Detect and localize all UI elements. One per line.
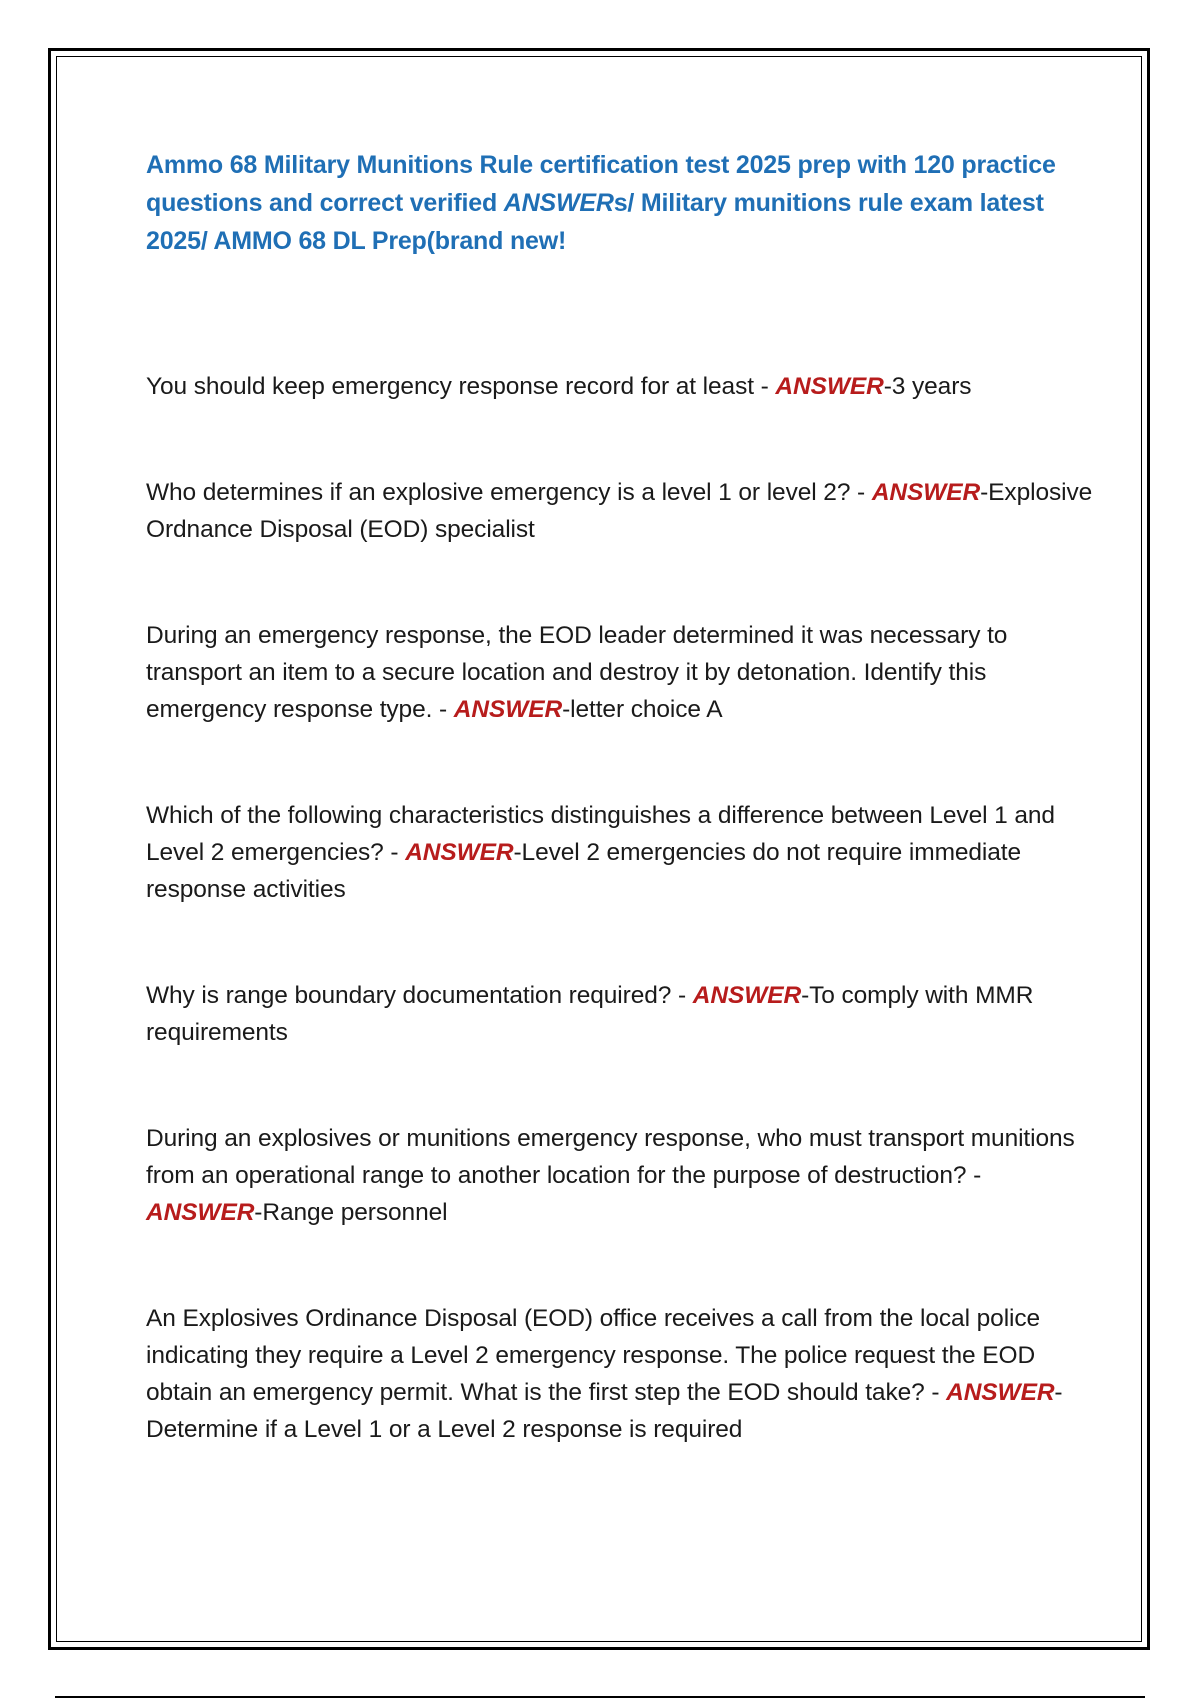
- title-answers-italic: ANSWER: [503, 189, 614, 217]
- answer-label: ANSWER: [775, 373, 884, 400]
- answer-text: -Determine if a Level 1 or a Level 2 response is required: [146, 1379, 1063, 1443]
- title-text-part1: Ammo 68 Military Munitions Rule certification test 2025 prep with 120 practice questions and correct verified: [146, 151, 1056, 217]
- question-text: During an explosives or munitions emergency response, who must transport munitions from an operational range to another location for the purpose of destruction? -: [146, 1125, 1075, 1189]
- answer-label: ANSWER: [946, 1379, 1055, 1406]
- answer-text: -Level 2 emergencies do not require immediate response activities: [146, 839, 1022, 903]
- document-title: [146, 146, 1101, 260]
- document-content: [146, 146, 1101, 1517]
- answer-text: -Range personnel: [254, 1199, 448, 1226]
- question-text: You should keep emergency response record for at least -: [146, 373, 776, 400]
- footer-rule: [55, 1696, 1145, 1698]
- answer-label: ANSWER: [405, 839, 514, 866]
- title-text-part2: s/ Military munitions rule exam latest 2025/ AMMO 68 DL Prep(brand new!: [146, 189, 1044, 255]
- page-frame: [48, 48, 1150, 1650]
- question-text: Which of the following characteristics distinguishes a difference between Level 1 and Level 2 emergencies? -: [146, 802, 1055, 866]
- qa-item: [146, 1300, 1101, 1448]
- qa-list: [146, 368, 1101, 1448]
- qa-item: [146, 617, 1101, 728]
- question-text: Who determines if an explosive emergency is a level 1 or level 2? -: [146, 479, 872, 506]
- qa-item: [146, 474, 1101, 548]
- question-text: An Explosives Ordinance Disposal (EOD) office receives a call from the local police indicating they require a Level 2 emergency response. The police request the EOD obtain an emergency permit. What is the first step the EOD should take? -: [146, 1305, 1041, 1406]
- qa-item: [146, 797, 1101, 908]
- answer-label: ANSWER: [692, 982, 802, 1009]
- qa-item: [146, 368, 1101, 405]
- answer-text: -3 years: [883, 373, 972, 400]
- answer-text: -letter choice A: [562, 696, 723, 723]
- answer-text: -To comply with MMR requirements: [146, 982, 1034, 1046]
- question-text: During an emergency response, the EOD leader determined it was necessary to transport an item to a secure location and destroy it by detonation. Identify this emergency response type. -: [146, 622, 1008, 723]
- question-text: Why is range boundary documentation required? -: [146, 982, 693, 1009]
- answer-text: -Explosive Ordnance Disposal (EOD) specialist: [146, 479, 1093, 543]
- answer-label: ANSWER: [146, 1199, 255, 1226]
- qa-item: [146, 977, 1101, 1051]
- answer-label: ANSWER: [453, 696, 563, 723]
- qa-item: [146, 1120, 1101, 1231]
- answer-label: ANSWER: [871, 479, 981, 506]
